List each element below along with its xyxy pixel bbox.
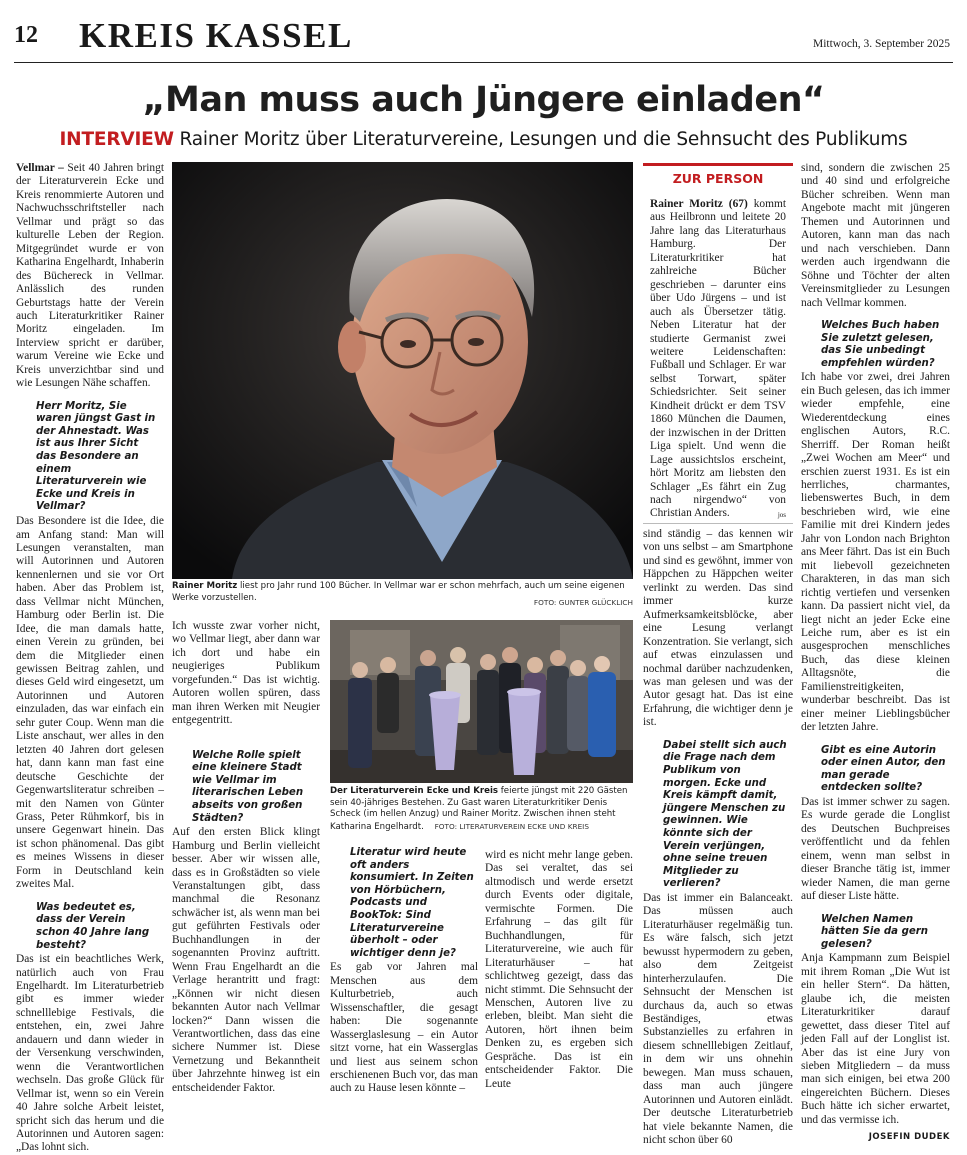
answer-2-cont: Ich wusste zwar vorher nicht, wo Vellmar liegt, aber dann war ich dort und habe ein neugieriges Publikum vorgefunden.“ Das ist wichtig. Autoren wollen spüren, dass man ihren Werken mit Neugier entgegentritt. — [172, 620, 320, 727]
answer-4-cont2: sind ständig – das kennen wir von uns selbst – am Smartphone und sind es gewöhnt, immer von Häppchen zu Häppchen weiter verlinkt zu werden. Das sind immer kurze Aufmerksamkeitsblöcke, aber eine Lesung verlangt Konzentration. Sie verlangt, sich auf etwas einzulassen und nochmal darüber nachzudenken, was man gelesen und was der Autor gesagt hat. Das ist eine Erfahrung, die wichtiger denn je ist. — [643, 528, 793, 729]
question-3: Welche Rolle spielt eine kleinere Stadt wie Vellmar im literarischen Leben abseits von großen Städten? — [192, 749, 304, 824]
interview-kicker: INTERVIEW — [59, 129, 174, 150]
section-title: KREIS KASSEL — [79, 16, 353, 55]
portrait-illustration — [172, 162, 633, 579]
answer-8: Anja Kampmann zum Beispiel mit ihrem Roman „Die Wut ist ein heller Stern“. Da hätten, glaube ich, die meisten Literaturkritiker darauf gewettet, dass dieser Titel auf jeden Fall auf der Longlist ist. Aber das ist eine Jury von sieben Mitgliedern – da muss man sich einigen, bei etwa 200 eingereichten Büchern. Dieses Buch hätte ich sicher erwartet, und das vermisse ich. — [801, 952, 950, 1126]
answer-7: Das ist immer schwer zu sagen. Es wurde gerade die Longlist des Deutschen Buchpreises veröffentlicht und da fehlen einem, wenn man selbst in dieser Branche tätig ist, immer wieder Namen, die man gerne auf dieser Liste hätte. — [801, 795, 950, 903]
event-caption — [330, 786, 635, 833]
column-1 — [16, 162, 164, 1154]
person-name: Rainer Moritz (67) — [650, 198, 748, 210]
event-photo — [330, 620, 633, 783]
event-caption-name: Der Literaturverein Ecke und Kreis — [330, 786, 499, 796]
answer-4-cont: wird es nicht mehr lange geben. Das sei veraltet, das sei altmodisch und werde ersetzt durch Events oder digitale, vermischte Formen. Die Erfahrung – das gilt für Buchhandlungen, für Literaturvereine, wie auch für Literaturhäuser – hat schlichtweg gezeigt, dass das nicht stimmt. Die Sehnsucht der Menschen, Autoren live zu erleben, bleibt. Man sieht die Autoren, hört ihnen beim Denken zu, es ergeben sich Gespräche. Das ist ein entscheidender Faktor. Die Leute — [485, 849, 633, 1090]
question-2: Was bedeutet es, dass der Verein schon 40 Jahre lang besteht? — [36, 901, 150, 951]
portrait-photo — [172, 162, 633, 579]
answer-3: Auf den ersten Blick klingt Hamburg und Berlin vielleicht besser. Aber wir wissen alle, dass es in Großstädten so viele Veranstaltungen gibt, dass manchmal die Resonanz schwächer ist, als wenn man bei gut geführten Festivals oder Buchhandlungen in der sogenannten Provinz auftritt. Wenn Frau Engelhardt an die Verlage herantritt und fragt: „Können wir nicht diesen bekannten Autor nach Vellmar locken?“ Dann wissen die Verantwortlichen, dass das eine sichere Nummer ist. Diese Vernetzung und Bekanntheit über Jahrzehnte hinweg ist ein entscheidender Faktor. — [172, 826, 320, 1094]
person-box-text — [650, 198, 786, 523]
page-number: 12 — [14, 22, 38, 48]
question-5: Dabei stellt sich auch die Frage nach dem Publikum von morgen. Ecke und Kreis kämpft damit, jüngere Menschen zu gewinnen. Wie könnte sich der Verein verjüngen, ohne seine treuen Mitglieder zu verlieren? — [663, 739, 787, 890]
event-caption-text: feierte jüngst mit 220 Gästen sein 40-jähriges Bestehen. Zu Gast waren Literaturkritiker Denis Scheck (im hellen Anzug) und Rainer Moritz. Zwischen ihnen steht Katharina Engelhardt. — [330, 786, 628, 832]
question-6: Welches Buch haben Sie zuletzt gelesen, das Sie unbedingt empfehlen würden? — [821, 319, 940, 369]
author-byline: JOSEFIN DUDEK — [868, 1132, 950, 1143]
question-1: Herr Moritz, Sie waren jüngst Gast in der Ahnestadt. Was ist aus Ihrer Sicht das Besondere an einem Literaturverein wie Ecke und Kreis in Vellmar? — [36, 400, 156, 513]
person-heading: ZUR PERSON — [672, 171, 764, 186]
column-4 — [485, 849, 633, 1090]
answer-2: Das ist ein beachtliches Werk, natürlich auch von Frau Engelhardt. Im Literaturbetrieb gibt es immer wieder schnelllebige Festivals, die entstehen, ein, zwei Jahre andauern und dann wieder in der Versenkung verschwinden, wenn die Verantwortlichen wechseln. Das große Glück für Vellmar ist, wenn so ein Verein 40 Jahre solche Arbeit leistet, spricht sich das herum und die Autorinnen und Autoren sagen: „Das lohnt sich. — [16, 953, 164, 1154]
answer-4: Es gab vor Jahren mal Menschen aus dem Kulturbetrieb, auch Wissenschaftler, die gesagt haben: Die sogenannte Wasserglaslesung – ein Autor sitzt vorne, hat ein Wasserglas und liest aus seinem schon erschienenen Buch vor, das man auch zu Hause lesen könnte – — [330, 961, 478, 1095]
column-5 — [643, 528, 793, 1147]
column-3 — [330, 845, 478, 1095]
event-illustration — [330, 620, 633, 783]
column-6 — [801, 162, 950, 1143]
portrait-caption-name: Rainer Moritz — [172, 581, 238, 591]
answer-6: Ich habe vor zwei, drei Jahren ein Buch gelesen, das ich immer wieder empfehle, eine Wiederentdeckung eines englischen Autors, R.C. Sherriff. Der Roman heißt „Zwei Wochen am Meer“ und erschien zuerst 1931. Es ist ein herrliches, charmantes, liebenswertes Buch, in dem beschrieben wird, wie eine Familie mit drei Kindern jedes Jahr von London nach Brighton ans Meer fährt. Das ist ein Buch mit liebevoll gezeichneten Charakteren, in das man sich richtig vertiefen und versenken kann. Da passiert nicht viel, da liegt nicht an jeder Ecke eine Leiche rum, aber es ist ein ausgesprochen menschliches Buch, das diese kleinen Alltagsnöte, die Familienstreitigkeiten, wunderbar beschreibt. Das ist einer meiner Lieblingsbücher der letzten Jahre. — [801, 371, 950, 734]
lead-place: Vellmar – — [16, 162, 64, 174]
headline: „Man muss auch Jüngere einladen“ — [142, 80, 825, 120]
subline — [0, 129, 967, 150]
column-2 — [172, 620, 320, 1094]
portrait-caption-text: liest pro Jahr rund 100 Bücher. In Vellmar war er schon mehrfach, auch um seine eigenen Werke vorzustellen. — [172, 581, 625, 603]
answer-5: Das ist immer ein Balanceakt. Das müssen auch Literaturhäuser regelmäßig tun. Es wäre falsch, sich jetzt bewusst hypermodern zu geben, also dem Zeitgeist hinterherzulaufen. Die Sehnsucht der Menschen ist durchaus da, auch so etwas Beständiges, etwas Substanzielles zu erfahren in diesem schnelllebigen Zeitlauf, in dem wir uns ohnehin bewegen. Man muss schauen, dass man auch jüngere Autorinnen und Autoren einlädt. Der deutsche Literaturbetrieb hat viele bekannte Namen, die nicht schon über 60 — [643, 891, 793, 1147]
issue-date: Mittwoch, 3. September 2025 — [812, 38, 950, 50]
subline-text: Rainer Moritz über Literaturvereine, Lesungen und die Sehnsucht des Publikums — [179, 129, 908, 150]
person-sign: jos — [777, 511, 786, 520]
answer-1: Das Besondere ist die Idee, die am Anfang stand: Man will Lesungen veranstalten, man will Autorinnen und Autoren kennenlernen und sie vor Ort haben. Aber das Problem ist, dass Vellmar nicht München, Hamburg oder Berlin ist. Die Idee, die man damals hatte, einen Verein zu gründen, bei dem die Mitglieder einen gewissen Beitrag zahlen, und dieses Geld wird eingesetzt, um Autorinnen und Autoren einzuladen, das war einfach ein sehr guter Coup. Wenn man die Liste anschaut, wer alles in den letzten 40 Jahren dort gelesen hat, dann kann man fast eine deutsche Geschichte der Gegenwartsliteratur schreiben – mit den Namen von Günter Grass, Peter Rühmkorf, bis in unsere Gegenwart hinein. Das ist schon phänomenal. Das gibt es meines Wissens in dieser Form in Deutschland kein zweites Mal. — [16, 515, 164, 891]
person-bio: kommt aus Heilbronn und leitete 20 Jahre lang das Literaturhaus Hamburg. Der Literaturkritiker hat zahlreiche Bücher geschrieben – darunter eins über Udo Jürgens – und ist auch als Übersetzer tätig. Neben Literatur hat der studierte Germanist zwei weitere Leidenschaften: Fußball und Schlager. Er war selbst Torwart, später Schiedsrichter. Seit seiner Kindheit drückt er dem TSV 1860 München die Daumen, der inzwischen in der Dritten Liga spielt. Und wenn die Lage aussichtslos erscheint, hört Moritz am liebsten den Schlager „Es fährt ein Zug nach nirgendwo“ von Christian Anders. — [650, 198, 787, 520]
question-8: Welchen Namen hätten Sie da gern gelesen? — [821, 913, 929, 950]
question-7: Gibt es eine Autorin oder einen Autor, den man gerade entdecken sollte? — [821, 744, 946, 794]
question-4: Literatur wird heute oft anders konsumiert. In Zeiten von Hörbüchern, Podcasts und BookTok: Sind Literaturvereine überholt – oder wichtiger denn je? — [350, 847, 474, 959]
answer-5-cont: sind, sondern die zwischen 25 und 40 sind und erfolgreiche Bücher schreiben. Wenn man Angebote macht mit jüngeren Themen und Autorinnen und Autoren, kann man das nach und nach verschieben. Dann werden auch irgendwann die Söhne und Töchter der alten Vereinsmitglieder zu Lesungen nach Vellmar kommen. — [801, 162, 950, 309]
masthead-rule — [14, 62, 953, 63]
event-credit: FOTO: LITERATURVEREIN ECKE UND KREIS — [434, 821, 589, 831]
intro-text: Seit 40 Jahren bringt der Literaturverein Ecke und Kreis renommierte Autoren und Nachwuchsschriftsteller nach Vellmar und prägt so das kulturelle Leben der Region. Mitgegründet wurde er von Katharina Engelhardt, Inhaberin des Büchereck in Vellmar. Anlässlich des runden Geburtstags hatte der Verein auch Literaturkritiker Rainer Moritz eingeladen. Im Interview spricht er darüber, warum Vereine wie Ecke und Kreis unverzichtbar sind und wie Lesungen Nähe schaffen. — [16, 162, 164, 390]
person-box-rule — [643, 163, 793, 166]
person-box-bottom-rule — [643, 523, 793, 524]
portrait-credit: FOTO: GUNTER GLÜCKLICH — [533, 598, 633, 607]
